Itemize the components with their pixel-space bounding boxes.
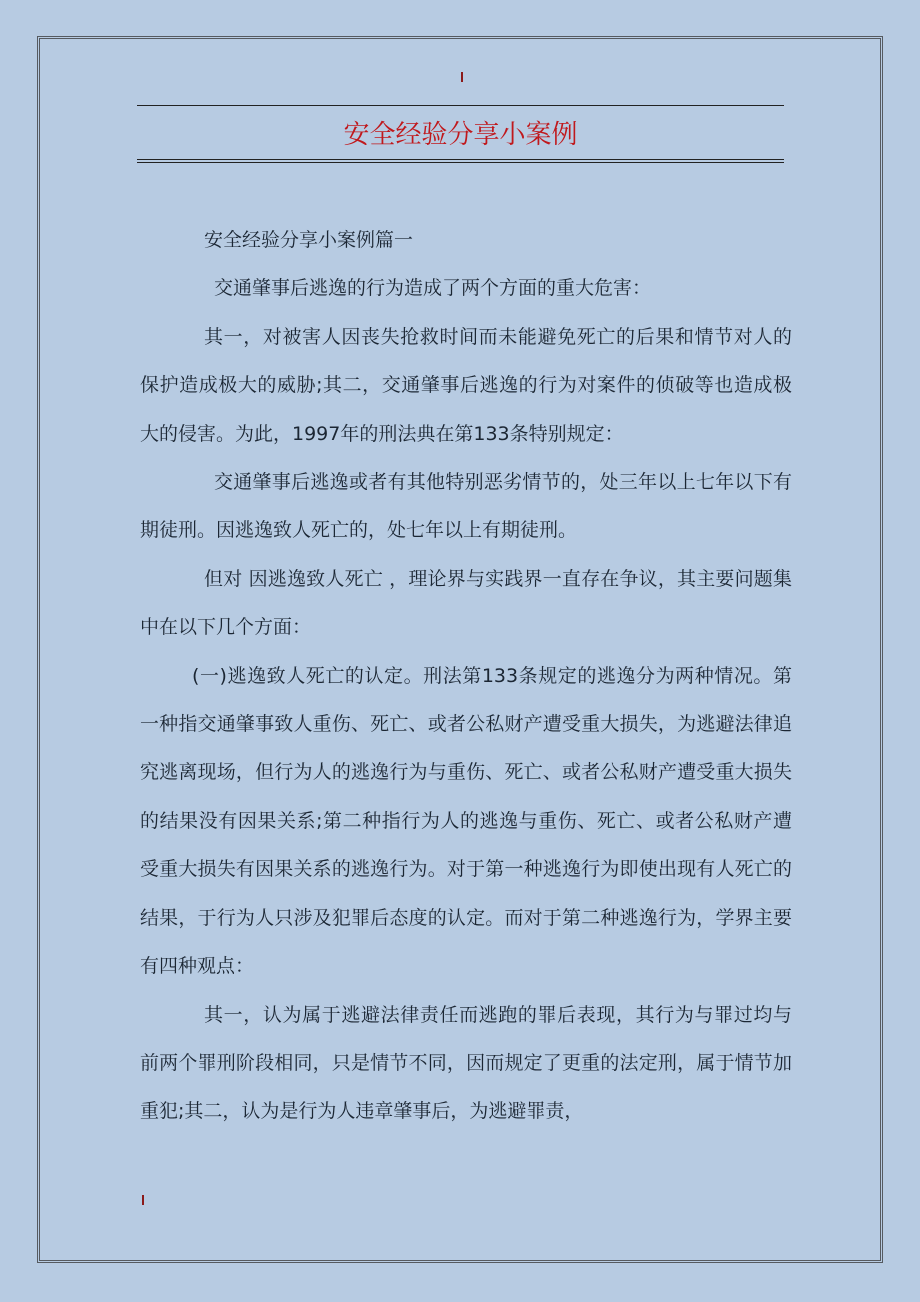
paragraph: 其一，认为属于逃避法律责任而逃跑的罪后表现，其行为与罪过均与前两个罪刑阶段相同，只是情节不同，因而规定了更重的法定刑，属于情节加重犯;其二，认为是行为人违章肇事后，为逃避罪责，	[140, 1003, 792, 1123]
paragraph: 交通肇事后逃逸或者有其他特别恶劣情节的，处三年以上七年以下有期徒刑。因逃逸致人死亡的，处七年以上有期徒刑。	[140, 471, 792, 542]
title-rule-bottom	[137, 159, 784, 160]
paragraph: 交通肇事后逃逸的行为造成了两个方面的重大危害：	[214, 277, 652, 300]
footer-mark	[142, 1195, 144, 1205]
title-rule-bottom-double	[137, 162, 784, 163]
document-title: 安全经验分享小案例	[343, 120, 578, 150]
paragraph: 但对 因逃逸致人死亡 ，理论界与实践界一直存在争议，其主要问题集中在以下几个方面：	[140, 567, 792, 639]
paragraph: (一)逃逸致人死亡的认定。刑法第133条规定的逃逸分为两种情况。第一种指交通肇事致人重伤、死亡、或者公私财产遭受重大损失，为逃避法律追究逃离现场，但行为人的逃逸行为与重伤、死亡、或者公私财产遭受重大损失的结果没有因果关系;第二种指行为人的逃逸与重伤、死亡、或者公私财产遭受重大损失有因果关系的逃逸行为。对于第一种逃逸行为即使出现有人死亡的结果，于行为人只涉及犯罪后态度的认定。而对于第二种逃逸行为，学界主要有四种观点：	[140, 664, 792, 978]
document-page	[37, 36, 883, 1263]
paragraph: 其一，对被害人因丧失抢救时间而未能避免死亡的后果和情节对人的保护造成极大的威胁;其二，交通肇事后逃逸的行为对案件的侦破等也造成极大的侵害。为此，1997年的刑法典在第133条特别规定：	[140, 325, 792, 445]
document-body	[140, 216, 792, 1136]
section-heading: 安全经验分享小案例篇一	[204, 229, 414, 251]
title-rule-top	[137, 105, 784, 106]
header-mark	[461, 72, 463, 82]
